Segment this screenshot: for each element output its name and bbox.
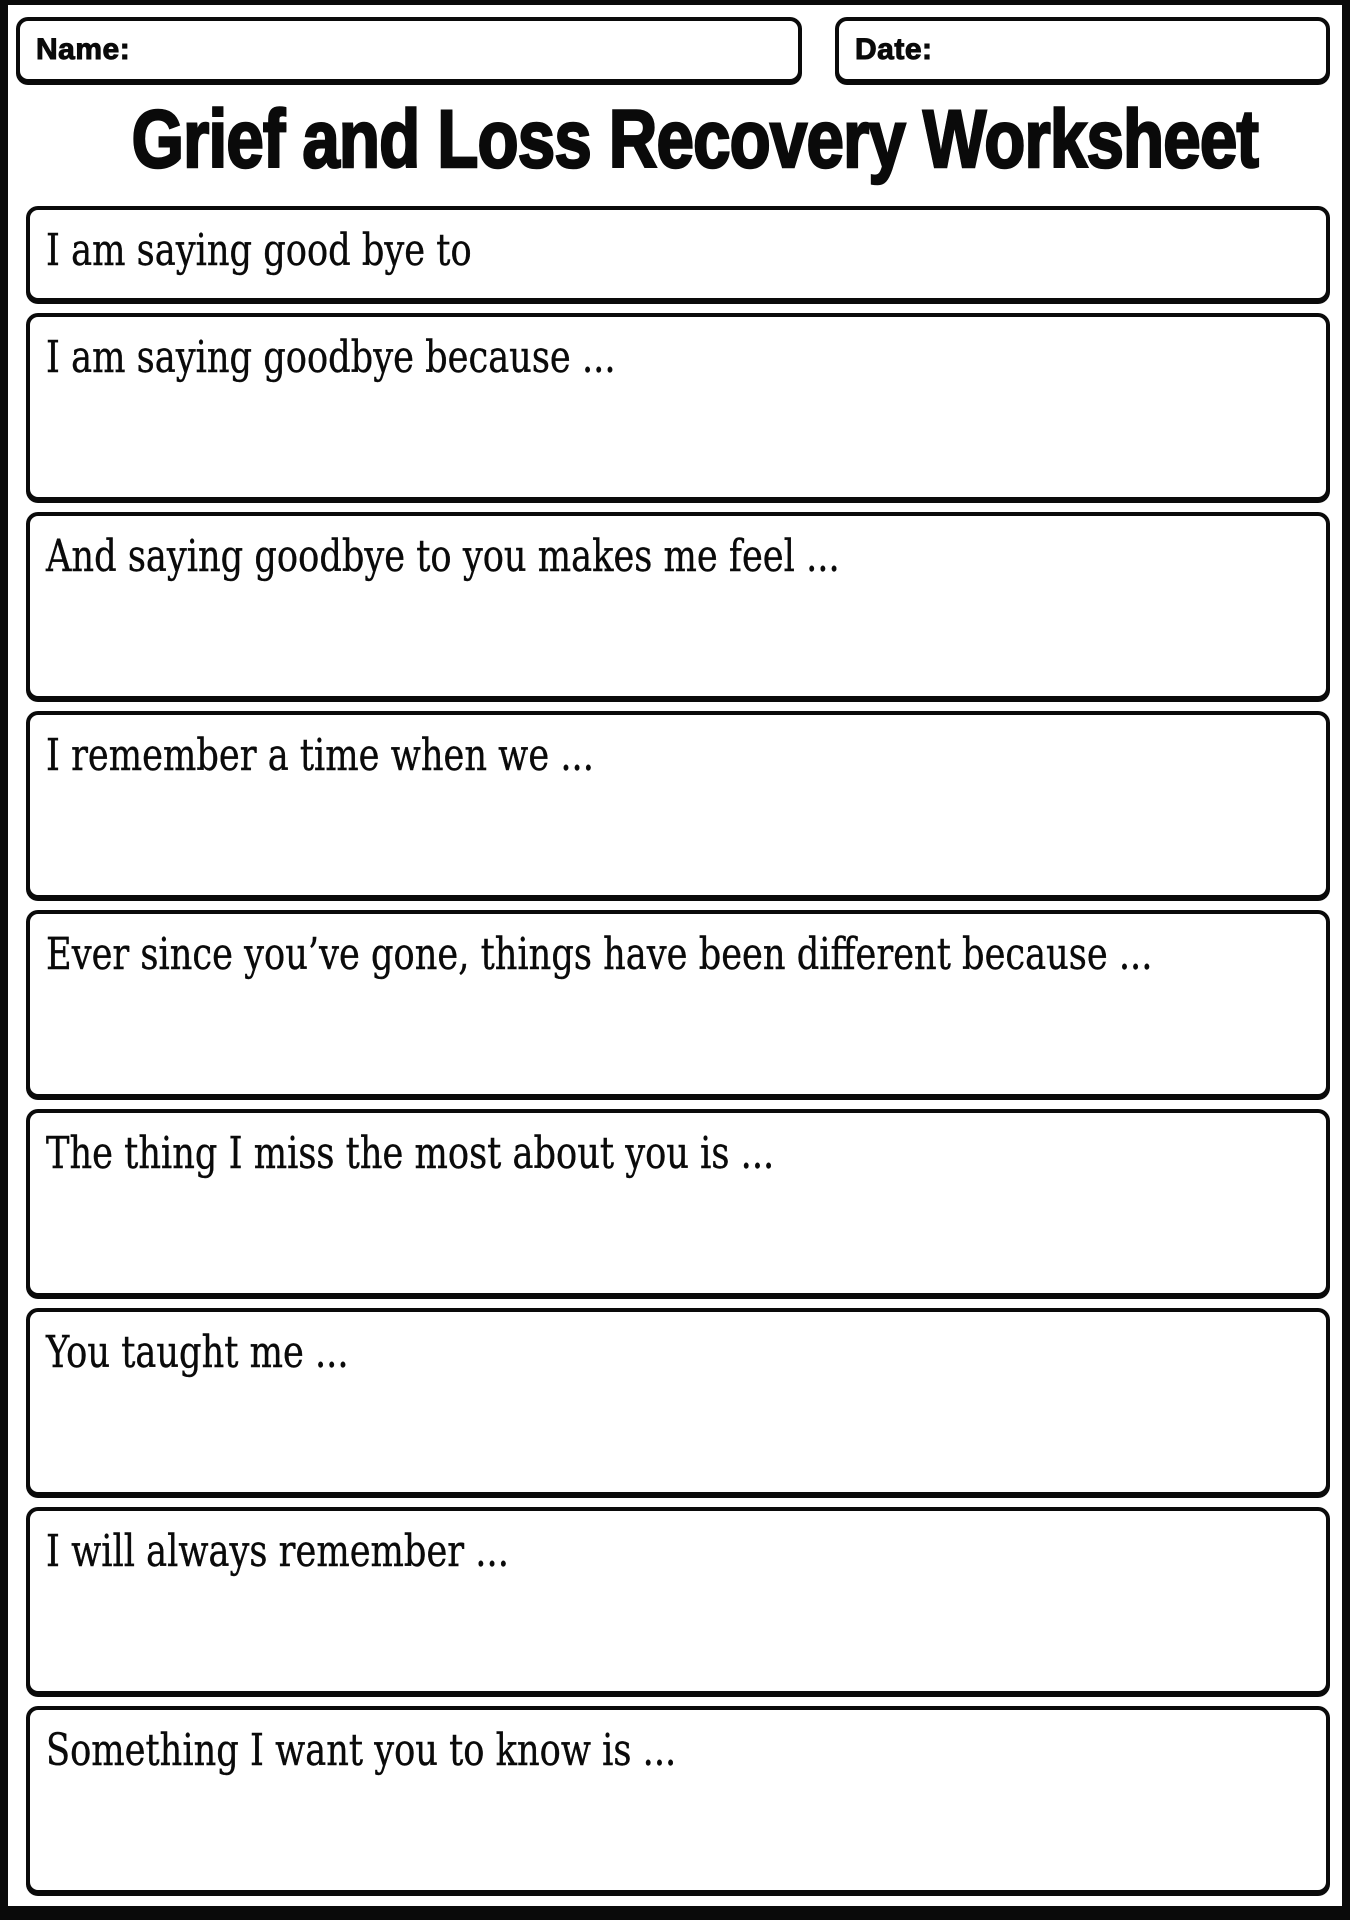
prompt-text: I will always remember ... (46, 1525, 509, 1577)
prompt-text: You taught me ... (46, 1326, 349, 1378)
answer-box[interactable] (26, 1706, 1330, 1894)
prompt-text: I am saying goodbye because ... (46, 331, 616, 383)
prompt-text: Something I want you to know is ... (46, 1724, 677, 1776)
answer-box[interactable] (26, 206, 1330, 302)
name-field[interactable] (16, 17, 802, 83)
answer-box[interactable] (26, 313, 1330, 501)
page-title (8, 94, 1342, 185)
prompt-text: Ever since you’ve gone, things have been different because ... (46, 928, 1153, 980)
prompt-text: The thing I miss the most about you is ... (46, 1127, 775, 1179)
prompt-text: I remember a time when we ... (46, 729, 594, 781)
answer-box[interactable] (26, 512, 1330, 700)
answer-box[interactable] (26, 1308, 1330, 1496)
date-field[interactable] (835, 17, 1330, 83)
prompt-text: I am saying good bye to (46, 224, 472, 276)
prompt-text: And saying goodbye to you makes me feel ... (46, 530, 840, 582)
answer-box[interactable] (26, 910, 1330, 1098)
header-fields-row (16, 17, 1330, 83)
answer-box[interactable] (26, 711, 1330, 899)
prompt-list (26, 206, 1330, 1894)
name-label: Name: (36, 33, 131, 66)
answer-box[interactable] (26, 1507, 1330, 1695)
date-label: Date: (855, 33, 933, 66)
page-title-text: Grief and Loss Recovery Worksheet (131, 94, 1259, 185)
answer-box[interactable] (26, 1109, 1330, 1297)
